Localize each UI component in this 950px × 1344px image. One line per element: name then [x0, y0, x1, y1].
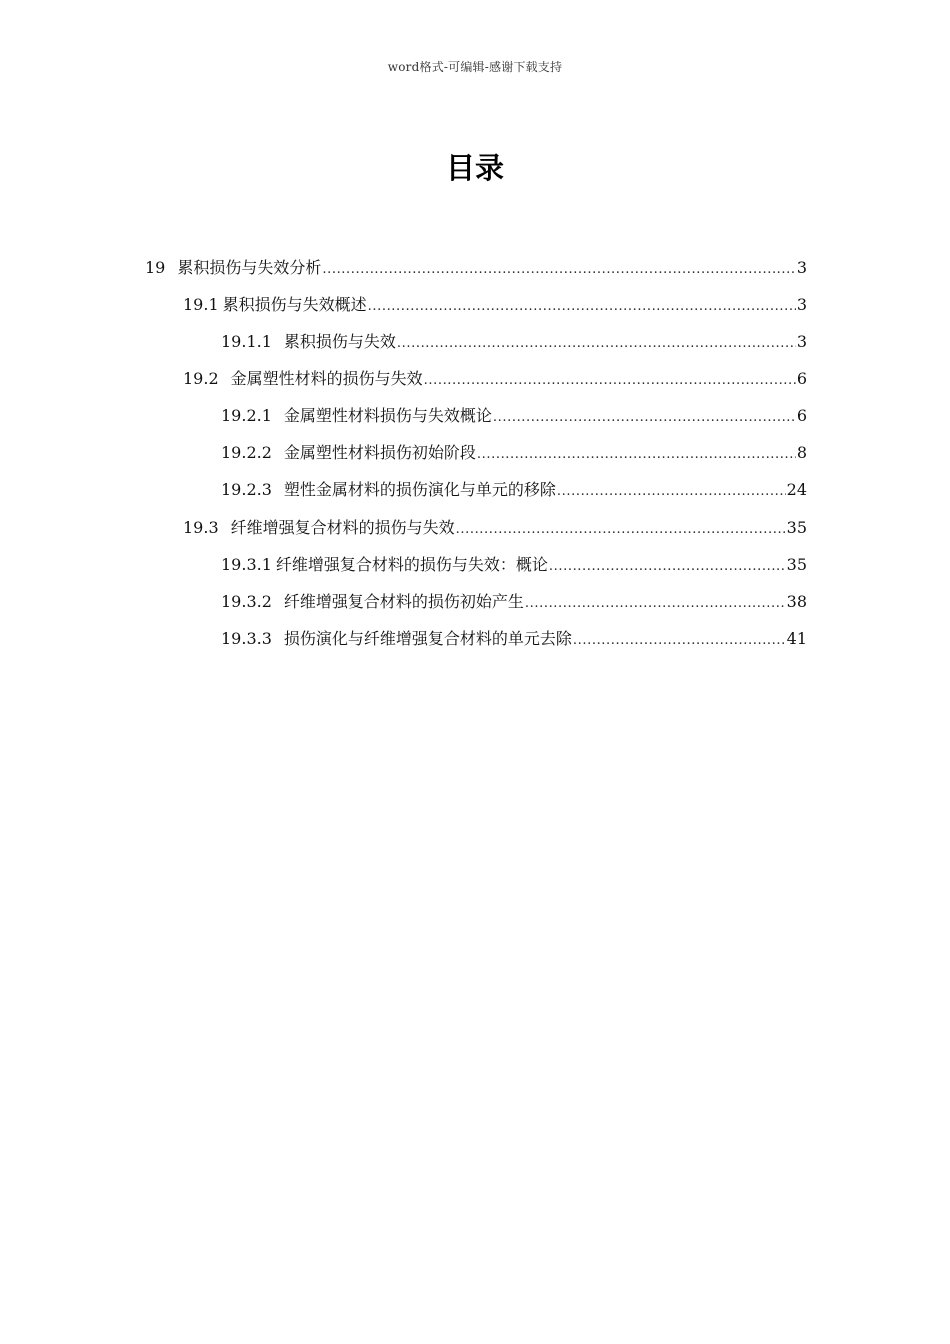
- toc-entry-page: 3: [796, 332, 807, 351]
- toc-entry-label: 纤维增强复合材料的损伤初始产生: [283, 592, 524, 611]
- page-header: word格式-可编辑-感谢下载支持: [387, 60, 563, 74]
- toc-dot-leader: [397, 332, 796, 356]
- toc-dot-leader: [557, 480, 786, 504]
- toc-entry-19-3[interactable]: [183, 516, 807, 540]
- toc-entry-label: 纤维增强复合材料的损伤与失效: [230, 518, 455, 537]
- toc-entry-label: 金属塑性材料的损伤与失效: [230, 369, 423, 388]
- toc-entry-label: 累积损伤与失效分析: [177, 258, 322, 277]
- toc-entry-number: 19.2.2: [221, 443, 272, 462]
- toc-entry-page: 3: [796, 258, 807, 277]
- toc-entry-number: 19.2.1: [221, 406, 272, 425]
- toc-entry-page: 38: [786, 592, 807, 611]
- toc-entry-19-3-3[interactable]: [221, 627, 807, 651]
- toc-entry-label: 损伤演化与纤维增强复合材料的单元去除: [283, 629, 572, 648]
- toc-dot-leader: [456, 518, 786, 542]
- toc-entry-label: 金属塑性材料损伤与失效概论: [283, 406, 492, 425]
- toc-dot-leader: [573, 629, 786, 653]
- toc-entry-label: 纤维增强复合材料的损伤与失效：概论: [275, 555, 548, 574]
- toc-entry-page: 41: [786, 629, 807, 648]
- toc-dot-leader: [525, 592, 786, 616]
- toc-entry-19-2-2[interactable]: [221, 441, 807, 465]
- toc-entry-label: 金属塑性材料损伤初始阶段: [283, 443, 476, 462]
- toc-entry-19-3-2[interactable]: [221, 590, 807, 614]
- toc-entry-label: 塑性金属材料的损伤演化与单元的移除: [283, 480, 556, 499]
- toc-entry-number: 19: [145, 258, 166, 277]
- toc-entry-number: 19.3.2: [221, 592, 272, 611]
- toc-entry-page: 8: [796, 443, 807, 462]
- toc-entry-19-3-1[interactable]: [221, 553, 807, 577]
- toc-entry-number: 19.1: [183, 295, 219, 314]
- toc-entry-label: 累积损伤与失效: [283, 332, 396, 351]
- toc-entry-number: 19.3.3: [221, 629, 272, 648]
- toc-dot-leader: [322, 258, 795, 282]
- toc-entry-number: 19.1.1: [221, 332, 272, 351]
- toc-entry-page: 24: [786, 480, 807, 499]
- toc-dot-leader: [424, 369, 796, 393]
- toc-entry-number: 19.2.3: [221, 480, 272, 499]
- toc-entry-number: 19.3.1: [221, 555, 272, 574]
- toc-entry-page: 6: [796, 406, 807, 425]
- toc-entry-19-2[interactable]: [183, 367, 807, 391]
- toc-entry-19-1[interactable]: [183, 293, 807, 317]
- toc-entry-19-2-3[interactable]: [221, 478, 807, 502]
- toc-entry-label: 累积损伤与失效概述: [222, 295, 367, 314]
- toc-entry-page: 35: [786, 555, 807, 574]
- toc-dot-leader: [477, 443, 796, 467]
- toc-entry-19-1-1[interactable]: [221, 330, 807, 354]
- toc-entry-number: 19.3: [183, 518, 219, 537]
- toc-entry-page: 3: [796, 295, 807, 314]
- toc-entry-page: 35: [786, 518, 807, 537]
- toc-dot-leader: [549, 555, 786, 579]
- toc-dot-leader: [368, 295, 796, 319]
- toc-entry-19[interactable]: [145, 256, 807, 280]
- toc-entry-page: 6: [796, 369, 807, 388]
- toc-entry-19-2-1[interactable]: [221, 404, 807, 428]
- toc-entry-number: 19.2: [183, 369, 219, 388]
- page-title: 目录: [445, 151, 504, 185]
- toc-dot-leader: [493, 406, 796, 430]
